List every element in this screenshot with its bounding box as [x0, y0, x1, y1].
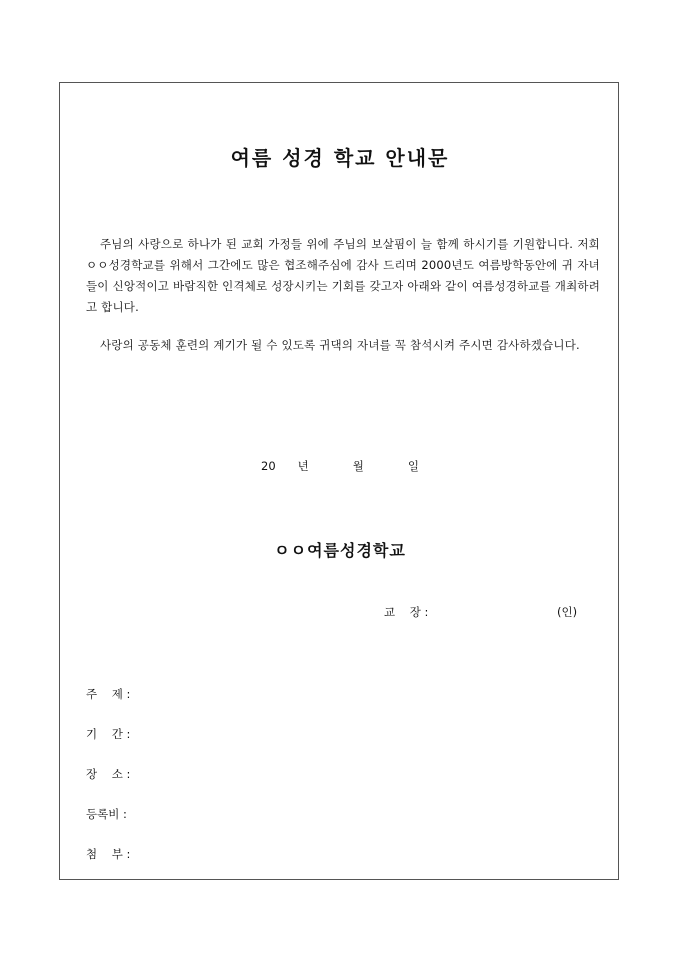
- principal-seal: (인): [557, 605, 578, 619]
- body-paragraph-2: 사랑의 공동체 훈련의 계기가 될 수 있도록 귀댁의 자녀를 꼭 참석시켜 주시면 감사하겠습니다.: [100, 338, 580, 352]
- info-list: [86, 686, 130, 886]
- date-day-unit: 일: [407, 459, 419, 473]
- date-line: [0, 458, 680, 474]
- info-item-fee: 등록비 :: [86, 807, 127, 821]
- page-frame: [59, 82, 619, 880]
- school-name: ㅇㅇ여름성경학교: [274, 541, 406, 560]
- info-item-topic: 주 제 :: [86, 687, 131, 701]
- date-month-unit: 월: [352, 459, 364, 473]
- document-title: 여름 성경 학교 안내문: [230, 146, 450, 170]
- info-item-attachment: 첨 부 :: [86, 847, 131, 861]
- info-item-period: 기 간 :: [86, 727, 131, 741]
- info-item-place: 장 소 :: [86, 767, 131, 781]
- principal-label: 교 장 :: [384, 605, 429, 619]
- date-year-prefix: 20: [261, 459, 276, 473]
- date-year-unit: 년: [297, 459, 309, 473]
- body-paragraph-1: 주님의 사랑으로 하나가 된 교회 가정들 위에 주님의 보살핌이 늘 함께 하시기를 기원합니다. 저희 ㅇㅇ성경학교를 위해서 그간에도 많은 협조해주심에 감사 드리며 2000년도 여름방학동안에 귀 자녀들이 신앙적이고 바람직한 인격체로 성장시키는 기회를 갖고자 아래와 같이 여름성경하교를 개최하려고 합니다.: [86, 237, 600, 314]
